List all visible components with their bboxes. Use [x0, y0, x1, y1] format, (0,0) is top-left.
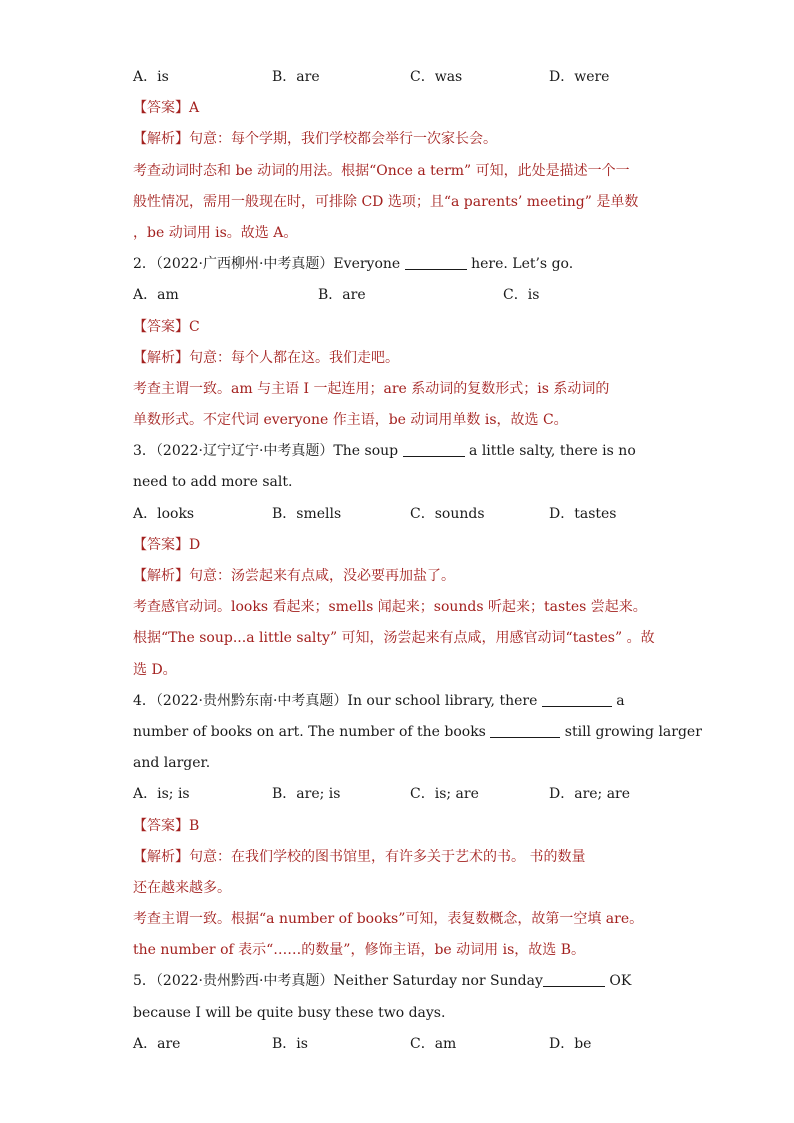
q2-option-c: C．is — [503, 287, 540, 304]
translation: 句意：每个人都在这。我们走吧。 — [189, 349, 399, 366]
q2-options — [133, 280, 673, 311]
q4-explanation-1: 考查主谓一致。根据“a number of books”可知，表复数概念，故第一空填 are。 — [133, 911, 644, 928]
translation: 句意：汤尝起来有点咸，没必要再加盐了。 — [189, 568, 455, 584]
q1-option-c: C．was — [410, 69, 463, 85]
translation: 句意：在我们学校的图书馆里，有许多关于艺术的书。 书的数量 — [189, 848, 586, 865]
q2-answer — [133, 312, 673, 343]
q4-option-b: B．are; is — [272, 786, 341, 803]
answer-value: B — [189, 817, 200, 834]
q4-option-a: A．is; is — [133, 786, 190, 803]
q5-option-c: C．am — [410, 1035, 457, 1052]
q2-explanation-1: 考查主谓一致。am 与主语 I 一起连用；are 系动词的复数形式；is 系动词的 — [133, 380, 610, 397]
q4-option-d: D．are; are — [549, 786, 631, 803]
analysis-label: 【解析】 — [133, 568, 189, 584]
q3-analysis — [133, 561, 673, 592]
answer-value: A — [189, 100, 200, 117]
q4-translation-2: 还在越来越多。 — [133, 879, 231, 896]
q5-option-a: A．are — [133, 1035, 181, 1052]
q1-answer — [133, 93, 673, 124]
answer-label: 【答案】 — [133, 536, 189, 553]
q5-stem-text: 5．（2022·贵州黔西·中考真题）Neither Saturday nor Sunday — [133, 973, 543, 990]
q3-options — [133, 499, 673, 530]
q4-options — [133, 779, 673, 810]
q4-answer — [133, 811, 673, 842]
q1-options — [133, 62, 673, 93]
translation: 句意：每个学期，我们学校都会举行一次家长会。 — [189, 131, 497, 148]
answer-blank — [543, 972, 605, 987]
analysis-label: 【解析】 — [133, 848, 189, 865]
q3-explanation-2: 根据“The soup...a little salty” 可知，汤尝起来有点咸，用感官动词“tastes” 。故 — [133, 630, 655, 647]
q1-option-b: B．are — [272, 69, 320, 85]
answer-blank-1 — [542, 692, 612, 707]
answer-label: 【答案】 — [133, 100, 189, 117]
answer-blank — [403, 442, 465, 457]
q3-stem-1 — [133, 436, 673, 467]
q3-explanation-3: 选 D。 — [133, 661, 177, 678]
q2-stem — [133, 249, 673, 280]
q5-stem-2: because I will be quite busy these two days. — [133, 1004, 446, 1021]
q3-option-d: D．tastes — [549, 505, 617, 522]
q4-stem-text-2: number of books on art. The number of the books — [133, 723, 491, 740]
answer-value: D — [189, 536, 201, 553]
q5-option-b: B．is — [272, 1035, 308, 1052]
q4-stem-text: 4．（2022·贵州黔东南·中考真题）In our school library, there — [133, 692, 542, 709]
answer-label: 【答案】 — [133, 318, 189, 335]
q3-stem-text-end: a little salty, there is no — [464, 443, 636, 460]
q3-stem-text: 3．（2022·辽宁辽宁·中考真题）The soup — [133, 443, 403, 460]
document-page — [133, 62, 702, 1060]
q2-stem-text: 2．（2022·广西柳州·中考真题）Everyone — [133, 256, 405, 273]
q4-option-c: C．is; are — [410, 786, 479, 803]
q3-option-c: C．sounds — [410, 505, 485, 522]
q1-explanation-3: ，be 动词用 is。故选 A。 — [133, 224, 298, 241]
q5-stem-1 — [133, 966, 673, 997]
q1-analysis — [133, 124, 673, 155]
q3-stem-2: need to add more salt. — [133, 474, 293, 491]
answer-blank — [405, 255, 467, 270]
q4-stem-3: and larger. — [133, 755, 211, 772]
analysis-label: 【解析】 — [133, 131, 189, 148]
answer-label: 【答案】 — [133, 817, 189, 834]
q4-stem-2 — [133, 717, 702, 748]
q4-stem-text-2-end: still growing larger — [560, 723, 702, 740]
q1-option-a: A．is — [133, 69, 169, 85]
analysis-label: 【解析】 — [133, 349, 189, 366]
q5-option-d: D．be — [549, 1035, 592, 1052]
q2-stem-text-end: here. Let’s go. — [466, 256, 574, 273]
q2-option-a: A．am — [133, 287, 179, 304]
q1-explanation-2: 般性情况，需用一般现在时，可排除 CD 选项；且“a parents’ meeting” 是单数 — [133, 193, 639, 210]
answer-blank-2 — [490, 723, 560, 738]
q5-options — [133, 1029, 673, 1060]
q3-option-a: A．looks — [133, 505, 195, 522]
q5-stem-text-end: OK — [604, 973, 632, 990]
q2-option-b: B．are — [318, 287, 366, 304]
q1-explanation-1: 考查动词时态和 be 动词的用法。根据“Once a term” 可知，此处是描述一个一 — [133, 162, 630, 179]
q2-analysis — [133, 343, 673, 374]
answer-value: C — [189, 318, 200, 335]
q4-analysis — [133, 842, 673, 873]
q4-stem-1 — [133, 686, 673, 717]
q4-stem-text-end: a — [611, 692, 625, 709]
q3-option-b: B．smells — [272, 505, 342, 522]
q1-option-d: D．were — [549, 69, 610, 85]
q4-explanation-2: the number of 表示“……的数量”，修饰主语，be 动词用 is，故选 B。 — [133, 942, 585, 959]
q2-explanation-2: 单数形式。不定代词 everyone 作主语，be 动词用单数 is，故选 C。 — [133, 412, 568, 429]
q3-explanation-1: 考查感官动词。looks 看起来；smells 闻起来；sounds 听起来；tastes 尝起来。 — [133, 599, 647, 616]
q3-answer — [133, 530, 673, 561]
